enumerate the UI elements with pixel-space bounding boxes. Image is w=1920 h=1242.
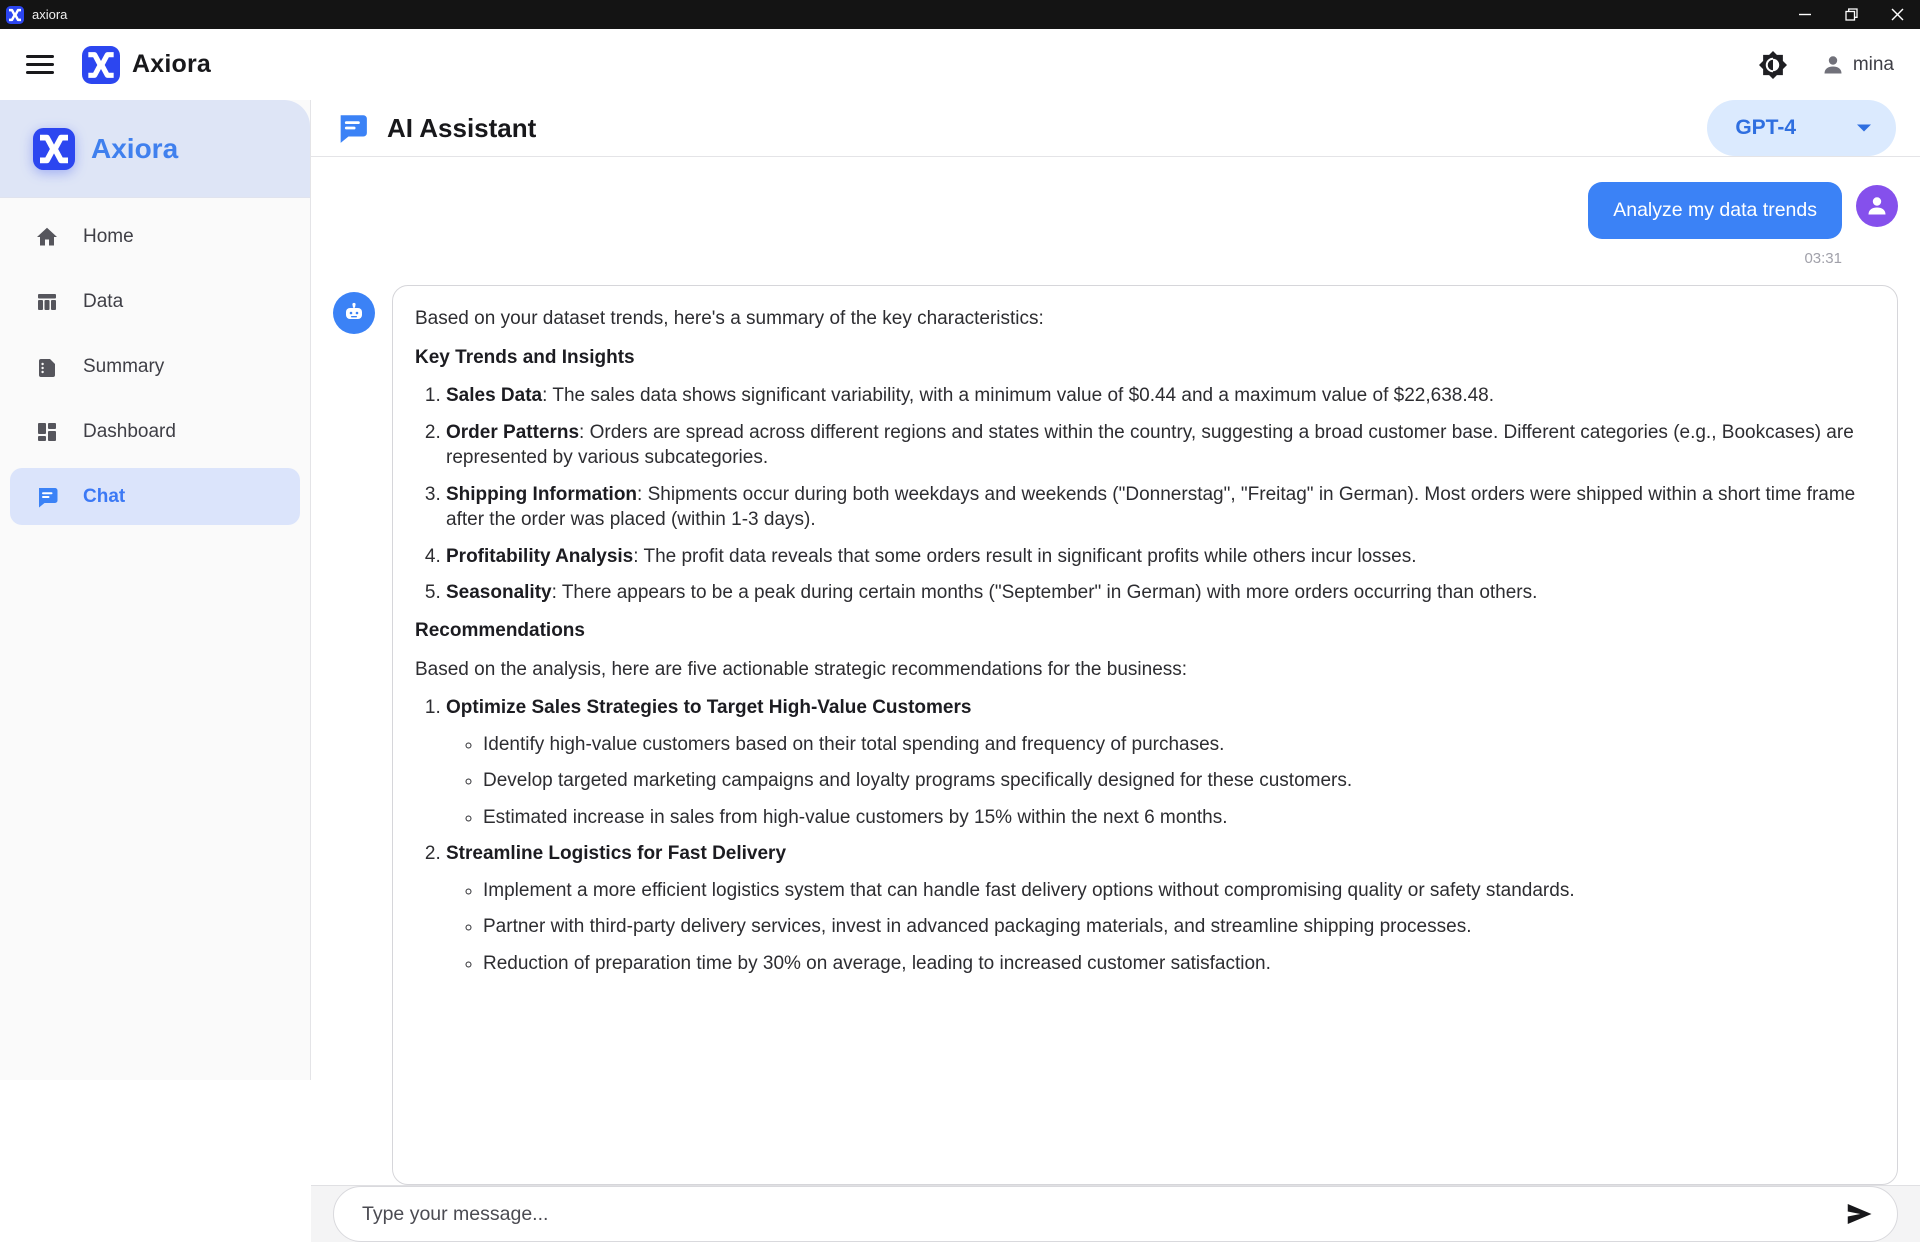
ai-message-row [333,285,1898,1185]
sidebar-item-home[interactable] [10,208,300,265]
message-input-bar [311,1185,1920,1242]
sidebar-item-label: Summary [83,355,165,377]
theme-toggle-icon[interactable] [1758,50,1788,80]
list-item: ◦ Partner with third-party delivery services, invest in advanced packaging materials, and streamline shipping processes. [483,914,1875,939]
chat-header [311,100,1920,157]
close-button[interactable] [1874,0,1920,29]
sidebar-item-data[interactable] [10,273,300,330]
user-avatar [1856,185,1898,227]
window-titlebar [0,0,1920,29]
list-item: 2. Streamline Logistics for Fast Delivery ◦ Implement a more efficient logistics system that can handle fast delivery options without compromising quality or safety standards. ◦ Partner with third-party delivery services, invest in advanced packaging materials, and streamline shipping processes. ◦ Reduction of preparation time by 30% on average, leading to increased customer satisfaction. [446,841,1875,976]
ai-message-card [392,285,1898,1185]
menu-toggle-button[interactable] [26,55,54,74]
send-button[interactable] [1839,1194,1879,1234]
page-title: AI Assistant [387,112,537,143]
window-title: axiora [32,7,68,22]
home-icon [35,225,59,249]
list-item: 1. Optimize Sales Strategies to Target High-Value Customers ◦ Identify high-value customers based on their total spending and frequency of purchases. ◦ Develop targeted marketing campaigns and loyalty programs specifically designed for these customers. ◦ Estimated increase in sales from high-value customers by 15% within the next 6 months. [446,695,1875,830]
axiora-logo-icon [33,128,75,170]
chevron-down-icon [1856,123,1872,133]
person-icon [1866,195,1888,217]
ai-recommendations-intro: Based on the analysis, here are five actionable strategic recommendations for the business: [415,658,1188,680]
restore-button[interactable] [1828,0,1874,29]
list-item: ◦ Implement a more efficient logistics system that can handle fast delivery options without compromising quality or safety standards. [483,878,1875,903]
chat-icon [35,485,59,509]
sidebar [0,100,311,1080]
list-item: 5. Seasonality: There appears to be a peak during certain months ("September" in German) with more orders occurring than others. [446,580,1875,605]
app-logo-icon [6,6,24,24]
sidebar-brand [0,100,310,198]
ai-recommendations-list [415,695,1875,976]
user-message-row [333,182,1898,267]
message-timestamp: 03:31 [1804,250,1842,268]
sidebar-brand-name: Axiora [91,132,179,164]
person-icon [1822,54,1844,76]
message-input[interactable] [362,1203,1839,1226]
chat-bubble-icon [335,111,369,145]
robot-icon [342,301,366,325]
list-item: 4. Profitability Analysis: The profit data reveals that some orders result in significant profits while others incur losses. [446,544,1875,569]
message-input-container [333,1186,1898,1242]
list-item: ◦ Develop targeted marketing campaigns and loyalty programs specifically designed for these customers. [483,768,1875,793]
recommendation-bullets [446,878,1875,976]
list-item: 1. Sales Data: The sales data shows significant variability, with a minimum value of $0.44 and a maximum value of $22,638.48. [446,383,1875,408]
minimize-icon [1799,8,1812,21]
ai-insights-title: Key Trends and Insights [415,346,635,368]
sidebar-item-summary[interactable] [10,338,300,395]
summary-icon [35,355,59,379]
dashboard-icon [35,420,59,444]
minimize-button[interactable] [1782,0,1828,29]
user-message-bubble: Analyze my data trends [1588,182,1842,239]
list-item: ◦ Estimated increase in sales from high-value customers by 15% within the next 6 months. [483,805,1875,830]
model-select-value: GPT-4 [1735,116,1796,139]
list-item: ◦ Reduction of preparation time by 30% on average, leading to increased customer satisfaction. [483,951,1875,976]
sidebar-item-label: Chat [83,485,126,507]
list-item: ◦ Identify high-value customers based on their total spending and frequency of purchases. [483,732,1875,757]
chat-message-list [311,157,1920,1185]
send-icon [1844,1199,1874,1229]
sidebar-item-label: Data [83,290,124,312]
ai-recommendations-title: Recommendations [415,620,585,642]
model-select-dropdown[interactable] [1707,100,1896,156]
ai-insights-list [415,383,1875,605]
list-item: 2. Order Patterns: Orders are spread across different regions and states within the country, suggesting a broad customer base. Different categories (e.g., Bookcases) are represented by various subcategories. [446,420,1875,471]
sidebar-item-label: Home [83,225,134,247]
header-brand [82,46,211,84]
table-icon [35,290,59,314]
sidebar-nav [0,198,310,533]
user-menu[interactable] [1822,54,1894,76]
ai-intro: Based on your dataset trends, here's a summary of the key characteristics: [415,308,1044,330]
assistant-avatar [333,292,375,334]
header-brand-name: Axiora [132,50,212,78]
recommendation-bullets [446,732,1875,830]
sidebar-item-dashboard[interactable] [10,403,300,460]
username: mina [1852,53,1894,75]
axiora-logo-icon [82,46,120,84]
close-icon [1891,8,1904,21]
app-header [0,29,1920,100]
sidebar-item-chat[interactable] [10,468,300,525]
sidebar-item-label: Dashboard [83,420,176,442]
main-panel [311,100,1920,1080]
list-item: 3. Shipping Information: Shipments occur during both weekdays and weekends ("Donnerstag", "Freitag" in German). Most orders were shipped within a short time frame after the order was placed (within 1-3 days). [446,482,1875,533]
restore-icon [1845,8,1858,21]
